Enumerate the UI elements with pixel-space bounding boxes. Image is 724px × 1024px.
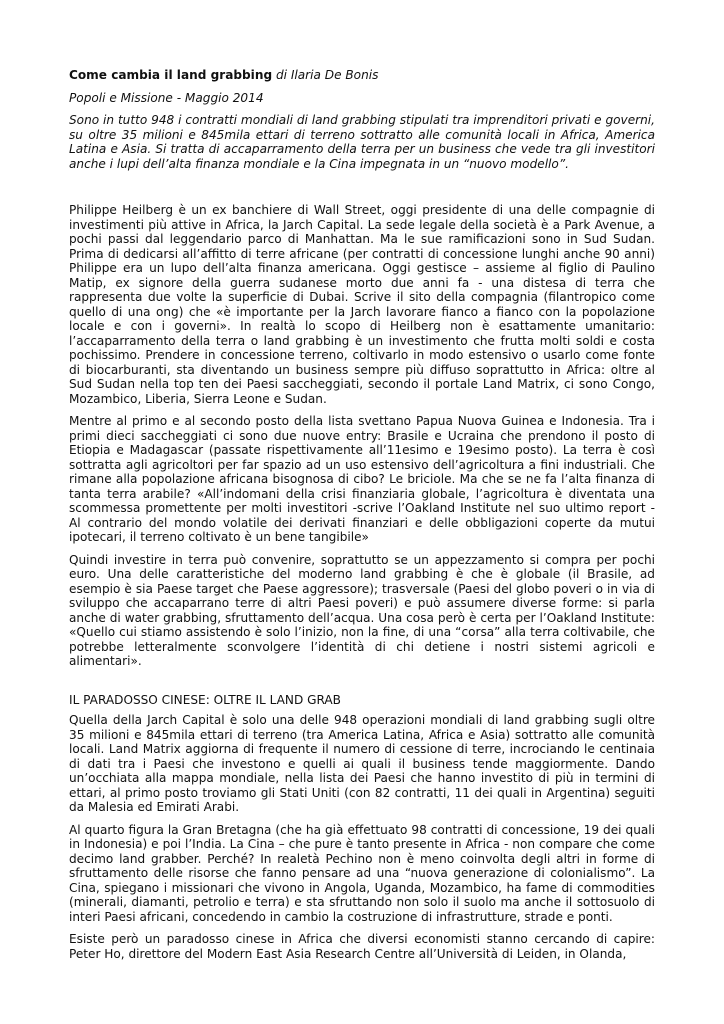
body-paragraph: Philippe Heilberg è un ex banchiere di Wall Street, oggi presidente di una delle compagnie di investimenti più attive in Africa, la Jarch Capital. La sede legale della società è a Park Avenue, a pochi passi dal leggendario parco di Manhattan. Ma le sue ramificazioni sono in Sud Sudan. Prima di dedicarsi all’affitto di terre africane (per contratti di concessione lunghi anche 90 anni) Philippe era un lupo dell’alta finanza americana. Oggi gestisce – assieme al figlio di Paulino Matip, ex signore della guerra sudanese morto due anni fa - una distesa di terra che rappresenta due volte la superficie di Dubai. Scrive il sito della compagnia (filantropico come quello di una ong) che «è importante per la Jarch lavorare fianco a fianco con la popolazione locale e con i governi». In realtà lo scopo di Heilberg non è esattamente umanitario: l’accaparramento della terra o land grabbing è un investimento che frutta molti soldi e costa pochissimo. Prendere in concessione terreno, coltivarlo in modo estensivo o usarlo come fonte di biocarburanti, sta diventando un business sempre più diffuso soprattutto in Africa: oltre al Sud Sudan nella top ten dei Paesi saccheggiati, secondo il portale Land Matrix, ci sono Congo, Mozambico, Liberia, Sierra Leone e Sudan. xyxy=(69,203,655,406)
body-paragraph: Quella della Jarch Capital è solo una delle 948 operazioni mondiali di land grabbing sugli oltre 35 milioni e 845mila ettari di terreno (tra America Latina, Africa e Asia) sottratto alle comunità locali. Land Matrix aggiorna di frequente il numero di cessione di terre, incrociando le centinaia di dati tra i Paesi che investono e quelli ai quali il business tende maggiormente. Dando un’occhiata alla mappa mondiale, nella lista dei Paesi che hanno investito di più in termini di ettari, al primo posto troviamo gli Stati Uniti (con 82 contratti, 11 dei quali in Argentina) seguiti da Malesia ed Emirati Arabi. xyxy=(69,713,655,814)
body-paragraph: Al quarto figura la Gran Bretagna (che ha già effettuato 98 contratti di concessione, 19 dei quali in Indonesia) e poi l’India. La Cina – che pure è tanto presente in Africa - non compare che come decimo land grabber. Perché? In realetà Pechino non è meno coinvolta degli altri in forme di sfruttamento delle risorse che fanno pensare ad una “nuova generazione di colonialismo”. La Cina, spiegano i missionari che vivono in Angola, Uganda, Mozambico, ha fame di commodities (minerali, diamanti, petrolio e terra) e sta sfruttando non solo il suolo ma anche il sottosuolo di interi Paesi africani, concedendo in cambio la costruzione di infrastrutture, strade e ponti. xyxy=(69,822,655,924)
article-abstract: Sono in tutto 948 i contratti mondiali di land grabbing stipulati tra imprenditori privati e governi, su oltre 35 milioni e 845mila ettari di terreno sottratto alle comunità locali in Africa, America Latina e Asia. Si tratta di accaparramento della terra per un business che vede tra gli investitori anche i lupi dell’alta finanza mondiale e la Cina impegnata in un “nuovo modello”. xyxy=(69,113,655,171)
article-title: Come cambia il land grabbing xyxy=(69,68,273,82)
body-paragraph: Quindi investire in terra può convenire, soprattutto se un appezzamento si compra per pochi euro. Una delle caratteristiche del moderno land grabbing è che è globale (il Brasile, ad esempio è sia Paese target che Paese aggressore); trasversale (Paesi del globo poveri o in via di sviluppo che accaparrano terre di altri Paesi poveri) e può assumere diverse forme: si parla anche di water grabbing, sfruttamento dell’acqua. Una cosa però è certa per l’Oakland Institute: «Quello cui stiamo assistendo è solo l’inizio, non la fine, di una “corsa” alla terra coltivabile, che potrebbe letteralmente sconvolgere l’identità di chi detiene i nostri sistemi agricoli e alimentari». xyxy=(69,552,655,668)
body-paragraph: Mentre al primo e al secondo posto della lista svettano Papua Nuova Guinea e Indonesia. Tra i primi dieci saccheggiati ci sono due nuove entry: Brasile e Ucraina che prendono il posto di Etiopia e Madagascar (passate rispettivamente all’11esimo e 19esimo posto). La terra è così sottratta agli agricoltori per far spazio ad un uso estensivo dell’agricoltura a fini industriali. Che rimane alla popolazione africana bisognosa di cibo? Le briciole. Ma che se ne fa l’alta finanza di tanta terra arabile? «All’indomani della crisi finanziaria globale, l’agricoltura è diventata una scommessa promettente per molti investitori -scrive l’Oakland Institute nel suo ultimo report - Al contrario del mondo volatile dei derivati finanziari e delle obbligazioni coperte da mutui ipotecari, il terreno coltivato è un bene tangibile» xyxy=(69,414,655,544)
article-source: Popoli e Missione - Maggio 2014 xyxy=(69,90,264,105)
section-heading: IL PARADOSSO CINESE: OLTRE IL LAND GRAB xyxy=(69,692,341,707)
article-title-line xyxy=(69,68,655,83)
article-author: di Ilaria De Bonis xyxy=(275,68,379,82)
body-paragraph: Esiste però un paradosso cinese in Africa che diversi economisti stanno cercando di capire: Peter Ho, direttore del Modern East Asia Research Centre all’Università di Leiden, in Olanda, xyxy=(69,932,655,961)
